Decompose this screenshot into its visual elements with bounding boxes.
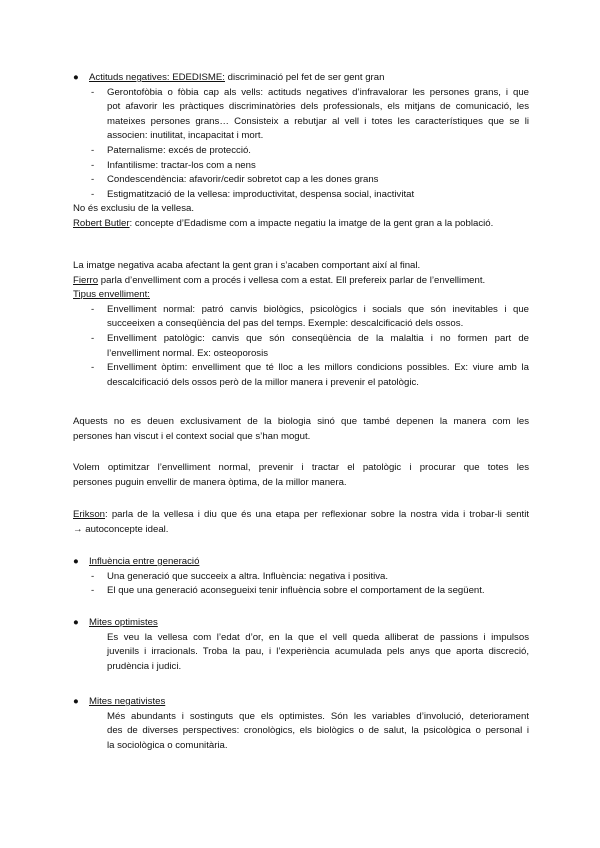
text-line: pot afavorir les pràctiques discriminatòries dels professionals, els mitjans de comunicació, les	[107, 101, 529, 113]
butler-text: : concepte d’Edadisme com a impacte negatiu la imatge de la gent gran a la població.	[129, 217, 494, 229]
text-line: Estigmatització de la vellesa: improductivitat, despensa social, inactivitat	[107, 188, 415, 200]
text-line: Es veu la vellesa com l’edat d’or, en la que el vell queda alliberat de passions i impulsos	[107, 631, 529, 643]
text-line: juvenils i irracionals. Troba la pau, i l’experiència acumulada pels anys que aporta discreció,	[107, 646, 529, 658]
text-imatge-negativa: La imatge negativa acaba afectant la gent gran i s’acaben comportant així al final.	[73, 260, 421, 271]
text-line: l’envelliment normal. Ex: osteoporosis	[107, 347, 269, 359]
erikson-text: : parla de la vellesa i diu que és una etapa per reflexionar sobre la nostra vida i trobar-li sentit	[105, 509, 529, 520]
paragraph-erikson	[73, 508, 529, 537]
heading-mites-optimistes: Mites optimistes	[89, 617, 158, 628]
text-line: persones han viscut i el context social que s’han mogut.	[73, 430, 311, 442]
paragraph-biologia	[73, 415, 529, 444]
dash-glyph: -	[91, 332, 95, 344]
text-line: la sociològica o comunitària.	[107, 739, 228, 751]
text-line: succeeixen a conseqüència del pas del temps. Exemple: descalcificació dels ossos.	[107, 318, 464, 330]
section-mites-negativistes	[73, 695, 529, 753]
bullet-mites-optimistes	[73, 616, 529, 631]
list-item-influencia-1	[73, 570, 529, 585]
bullet-influencia	[73, 555, 529, 570]
section-envelliment	[73, 259, 529, 390]
dash-glyph: -	[91, 144, 95, 156]
section-influencia	[73, 555, 529, 599]
list-item-infantilisme	[73, 159, 529, 174]
text-line: Una generació que succeeix a altra. Influència: negativa i positiva.	[107, 570, 389, 582]
list-item-paternalisme	[73, 144, 529, 159]
dash-glyph: -	[91, 174, 95, 186]
bullet-mites-negativistes	[73, 695, 529, 710]
text-line: Envelliment normal: patró canvis biològics, psicològics i socials que són inevitables i que	[107, 303, 529, 315]
text-line: Aquests no es deuen exclusivament de la biologia sinó que també depenen la manera com les	[73, 416, 529, 427]
fierro-line	[73, 274, 529, 289]
author-fierro: Fierro	[73, 274, 99, 286]
butler-line	[73, 217, 529, 232]
dash-glyph: -	[91, 362, 95, 374]
text-line: El que una generació aconsegueixi tenir influència sobre el comportament de la següent.	[107, 585, 485, 597]
bullet-glyph: ●	[73, 617, 79, 628]
list-item-normal	[73, 303, 529, 332]
list-item-condescendencia	[73, 173, 529, 188]
text-line: persones puguin envellir de manera òptima, de la millor manera.	[73, 476, 347, 488]
section-mites-optimistes	[73, 616, 529, 674]
text-line: Paternalisme: excés de protecció.	[107, 144, 251, 156]
text-line: prudència i judici.	[107, 660, 182, 672]
bullet-glyph: ●	[73, 556, 79, 567]
text-line: Envelliment òptim: envelliment que té lloc a les millors condicions possibles. Ex: viure amb la	[107, 362, 529, 374]
mites-negativistes-body	[73, 710, 529, 754]
mites-optimistes-body	[73, 631, 529, 675]
list-item-optim	[73, 361, 529, 390]
list-item-patologic	[73, 332, 529, 361]
fierro-text: parla d’envelliment com a procés i vellesa com a estat. Ell prefereix parlar de l’envelliment.	[98, 274, 486, 286]
text-line: Més abundants i sostinguts que els optimistes. Són les variables d’involució, deteriorament	[107, 710, 529, 722]
section-actituds	[73, 71, 529, 232]
note-exclusiu: No és exclusiu de la vellesa.	[73, 203, 195, 215]
erikson-line	[73, 508, 529, 523]
dash-glyph: -	[91, 159, 95, 171]
author-butler: Robert Butler	[73, 217, 130, 229]
list-item-influencia-2	[73, 584, 529, 599]
dash-glyph: -	[91, 188, 95, 200]
dash-glyph: -	[91, 86, 95, 98]
text-autoconcepte: → autoconcepte ideal.	[73, 523, 169, 535]
text-line: Infantilisme: tractar-los com a nens	[107, 159, 256, 171]
bullet-glyph: ●	[73, 696, 79, 707]
text-line: Volem optimitzar l’envelliment normal, prevenir i tractar el patològic i procurar que totes les	[73, 462, 529, 473]
text-line: associen: inutilitat, incapacitat i mort.	[107, 130, 264, 142]
text-line: descalcificació dels ossos però de la millor manera i prevenir el patològic.	[107, 376, 419, 388]
bullet-actituds	[73, 71, 529, 86]
text-line: des de diverses perspectives: cronològics, els biològics o de salut, la psicològica o personal i	[107, 725, 529, 737]
heading-actituds: Actituds negatives: EDEDISME:	[89, 72, 225, 83]
dash-glyph: -	[91, 585, 95, 597]
list-item-estigmatitzacio	[73, 188, 529, 203]
heading-influencia: Influència entre generació	[89, 556, 200, 567]
heading-actituds-rest: discriminació pel fet de ser gent gran	[224, 72, 385, 83]
heading-mites-negativistes: Mites negativistes	[89, 696, 166, 707]
text-line: mateixes persones grans… Consisteix a rebutjar al vell i totes les característiques que se li	[107, 115, 529, 127]
dash-glyph: -	[91, 303, 95, 315]
list-item-gerontofobia	[73, 86, 529, 144]
text-line: Gerontofòbia o fòbia cap als vells: actituds negatives d’infravalorar les persones grans, i que	[107, 86, 529, 98]
heading-tipus-envelliment: Tipus envelliment:	[73, 289, 150, 301]
paragraph-optimitzar	[73, 461, 529, 490]
dash-glyph: -	[91, 570, 95, 582]
text-line: Condescendència: afavorir/cedir sobretot cap a les dones grans	[107, 174, 379, 186]
author-erikson: Erikson	[73, 509, 105, 520]
bullet-glyph: ●	[73, 72, 79, 83]
text-line: Envelliment patològic: canvis que són conseqüència de la malaltia i no formen part de	[107, 332, 529, 344]
